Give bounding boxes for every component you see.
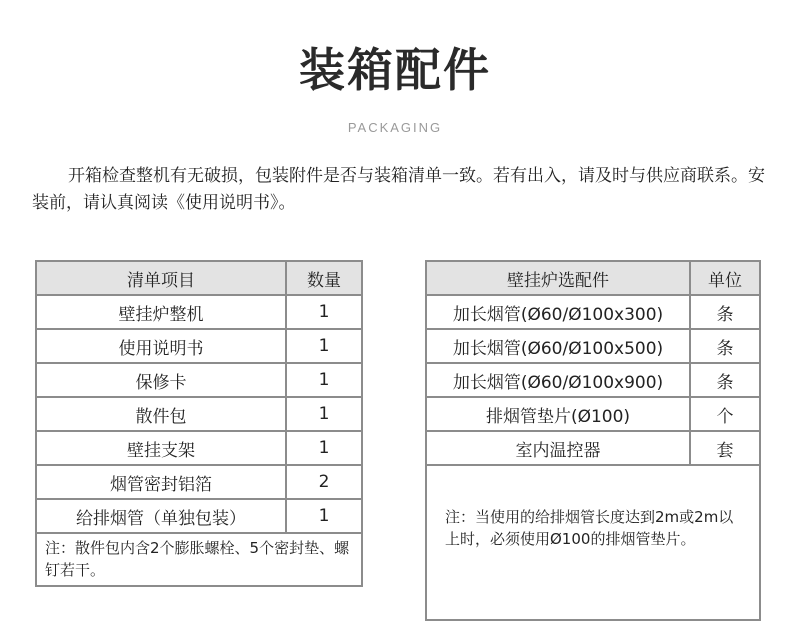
table-header-row — [36, 261, 362, 295]
accessory-cell: 排烟管垫片(Ø100) — [426, 397, 690, 431]
quantity-cell: 1 — [286, 363, 362, 397]
optional-accessories-table — [425, 260, 761, 621]
table-row — [426, 431, 760, 465]
quantity-cell: 2 — [286, 465, 362, 499]
unit-cell: 条 — [690, 363, 760, 397]
item-cell: 烟管密封铝箔 — [36, 465, 286, 499]
table-note-row — [426, 465, 760, 620]
table-row — [36, 465, 362, 499]
table-row — [426, 397, 760, 431]
table-row — [426, 329, 760, 363]
page-subtitle: PACKAGING — [347, 120, 443, 135]
quantity-cell: 1 — [286, 397, 362, 431]
intro-paragraph: 开箱检查整机有无破损，包装附件是否与装箱清单一致。若有出入，请及时与供应商联系。安装前，请认真阅读《使用说明书》。 — [32, 166, 765, 213]
column-header-accessory: 壁挂炉选配件 — [426, 261, 690, 295]
quantity-cell: 1 — [286, 431, 362, 465]
unit-cell: 个 — [690, 397, 760, 431]
table-row — [36, 363, 362, 397]
table-row — [426, 363, 760, 397]
page-title: 装箱配件 — [299, 43, 491, 97]
unit-cell: 条 — [690, 329, 760, 363]
table-header-row — [426, 261, 760, 295]
item-cell: 壁挂支架 — [36, 431, 286, 465]
quantity-cell: 1 — [286, 295, 362, 329]
table-row — [36, 499, 362, 533]
accessory-cell: 加长烟管(Ø60/Ø100x300) — [426, 295, 690, 329]
column-header-item: 清单项目 — [36, 261, 286, 295]
quantity-cell: 1 — [286, 499, 362, 533]
unit-cell: 条 — [690, 295, 760, 329]
table-row — [426, 295, 760, 329]
accessory-note: 注：当使用的给排烟管长度达到2m或2m以上时，必须使用Ø100的排烟管垫片。 — [426, 465, 760, 620]
table-row — [36, 397, 362, 431]
accessory-cell: 加长烟管(Ø60/Ø100x500) — [426, 329, 690, 363]
packing-list-table — [35, 260, 363, 587]
item-cell: 给排烟管（单独包装） — [36, 499, 286, 533]
table-row — [36, 431, 362, 465]
table-note-row — [36, 533, 362, 586]
item-cell: 保修卡 — [36, 363, 286, 397]
item-cell: 散件包 — [36, 397, 286, 431]
column-header-unit: 单位 — [690, 261, 760, 295]
item-cell: 使用说明书 — [36, 329, 286, 363]
table-row — [36, 329, 362, 363]
column-header-quantity: 数量 — [286, 261, 362, 295]
accessory-cell: 室内温控器 — [426, 431, 690, 465]
item-cell: 壁挂炉整机 — [36, 295, 286, 329]
quantity-cell: 1 — [286, 329, 362, 363]
accessory-cell: 加长烟管(Ø60/Ø100x900) — [426, 363, 690, 397]
packing-note: 注：散件包内含2个膨胀螺栓、5个密封垫、螺钉若干。 — [36, 533, 362, 586]
table-row — [36, 295, 362, 329]
unit-cell: 套 — [690, 431, 760, 465]
